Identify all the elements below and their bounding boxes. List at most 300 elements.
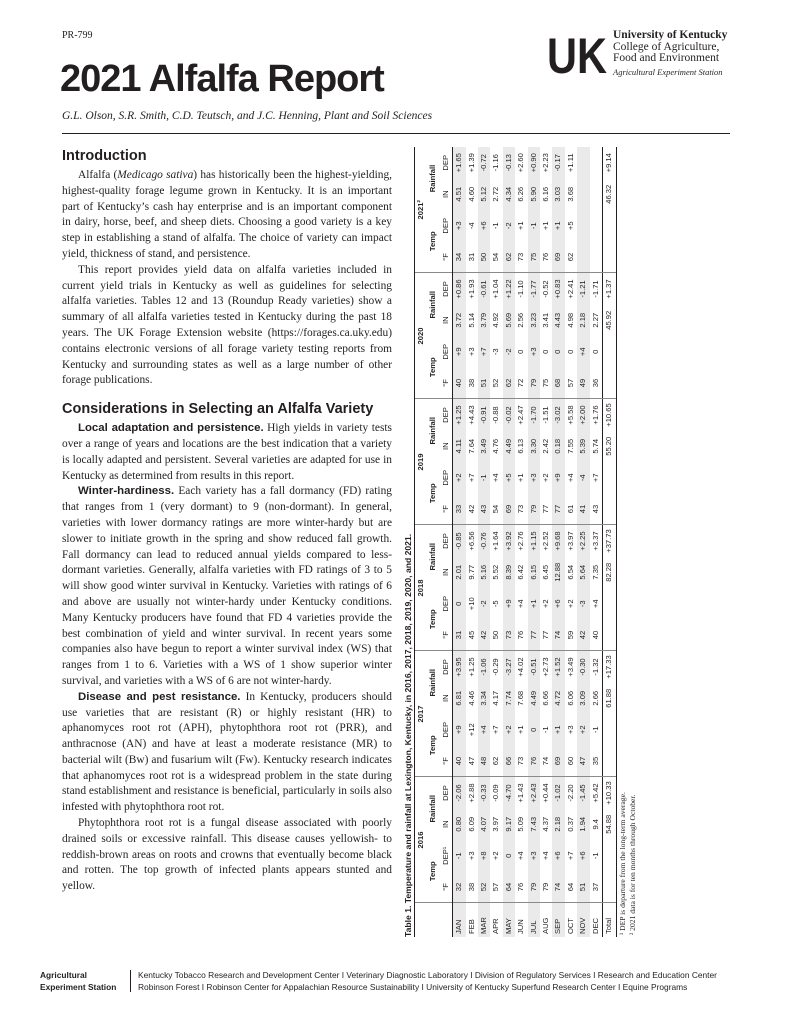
value-cell: -1 — [541, 726, 551, 734]
value-cell: 4.34 — [503, 179, 515, 211]
value-cell: -0.29 — [491, 658, 501, 676]
value-cell — [577, 147, 589, 179]
unit-header: °F — [440, 746, 453, 778]
value-cell: -1.10 — [516, 280, 526, 298]
table-row — [577, 147, 589, 937]
value-cell: 5.52 — [491, 564, 501, 580]
value-cell: 43 — [478, 494, 490, 526]
value-cell: 73 — [503, 620, 515, 652]
value-cell: -1 — [478, 462, 490, 494]
value-cell: 4.60 — [466, 186, 476, 202]
value-cell: +1.25 — [466, 657, 476, 677]
value-cell: 76 — [540, 242, 552, 274]
value-cell: 54 — [490, 242, 502, 274]
value-cell: 2.72 — [491, 186, 501, 202]
value-cell: 4.72 — [552, 683, 564, 715]
value-cell: 5.90 — [528, 179, 540, 211]
value-cell: +0.44 — [541, 783, 551, 803]
value-cell: 79 — [540, 872, 552, 904]
value-cell: 48 — [478, 746, 490, 778]
value-cell: 0 — [541, 349, 551, 354]
year-header: 2021² — [415, 147, 428, 273]
value-cell: 8.39 — [503, 557, 515, 589]
month-cell: FEB — [466, 919, 476, 934]
value-cell: +7 — [466, 473, 476, 483]
value-cell: -3 — [491, 348, 501, 356]
value-cell: 4.07 — [478, 809, 490, 841]
table-row — [540, 147, 552, 937]
value-cell: +5 — [503, 462, 515, 494]
value-cell: 75 — [528, 242, 540, 274]
value-cell: 3.72 — [453, 305, 466, 337]
value-cell: +1.93 — [466, 279, 476, 299]
value-cell: 50 — [478, 242, 490, 274]
value-cell — [603, 620, 616, 652]
value-cell: +1.52 — [552, 651, 564, 683]
value-cell: -0.61 — [478, 273, 490, 305]
value-cell: 6.45 — [541, 564, 551, 580]
value-cell: 1.94 — [577, 809, 589, 841]
unit-header: DEP — [440, 714, 453, 746]
value-cell: 4.49 — [503, 431, 515, 463]
value-cell: 31 — [453, 620, 466, 652]
value-cell: -2.06 — [453, 777, 466, 809]
value-cell: +1.25 — [453, 399, 466, 431]
value-cell: -2 — [478, 588, 490, 620]
value-cell: +3 — [528, 840, 540, 872]
value-cell: +0.90 — [528, 147, 540, 179]
value-cell: 0.37 — [565, 816, 575, 832]
footer-unit-name — [40, 969, 126, 993]
value-cell: +6 — [478, 210, 490, 242]
value-cell: +4.02 — [516, 657, 526, 677]
value-cell: +7 — [491, 725, 501, 735]
table-notes — [618, 147, 639, 937]
year-header: 2016 — [415, 777, 428, 903]
value-cell: +1 — [552, 714, 564, 746]
footer-unit-line-1: Agricultural — [40, 970, 87, 980]
value-cell: 59 — [565, 620, 577, 652]
value-cell: -3 — [577, 588, 589, 620]
value-cell: +3 — [528, 336, 540, 368]
unit-header: DEP — [440, 399, 453, 431]
value-cell: +3.37 — [590, 531, 600, 551]
unit-header: °F — [440, 620, 453, 652]
unit-header: IN — [440, 557, 453, 589]
value-cell: 35 — [590, 746, 603, 778]
month-cell: JUN — [516, 919, 526, 934]
intro-p1-rest: ) has historically been the highest-yielding, highest-quality forage legume grown in Kentucky. It is an important part of Kentucky’s cash hay enterprise and is an important component in dairy, horse, beef, and sheep diets. Choosing a good variety is a key step in establishing a stand of alfalfa. The choice of variety can impact yield, thickness of stand, and persistence. — [62, 169, 392, 260]
value-cell: 0 — [565, 349, 575, 354]
year-header: 2020 — [415, 273, 428, 399]
unit-header: DEP — [440, 336, 453, 368]
unit-header: °F — [440, 242, 453, 274]
value-cell: 51 — [478, 368, 490, 400]
value-cell: +3.95 — [453, 651, 466, 683]
value-cell: 33 — [453, 494, 466, 526]
value-cell: +9.68 — [552, 525, 564, 557]
value-cell: 45 — [466, 620, 478, 652]
value-cell: 52 — [490, 368, 502, 400]
footer-unit-line-2: Experiment Station — [40, 982, 117, 992]
value-cell: 2.42 — [541, 438, 551, 454]
value-cell — [603, 746, 616, 778]
phytophthora-paragraph: Phytophthora root rot is a fungal disease associated with poorly drained soils or excessive rainfall. This disease causes yellowish- to reddish-brown areas on roots and crowns that eventually become black and rotten. The top growth of infected plants appears stunted and yellow. — [62, 817, 392, 893]
value-cell: 9.17 — [503, 809, 515, 841]
value-cell: 79 — [528, 494, 540, 526]
value-cell — [603, 336, 616, 368]
value-cell: 51 — [577, 872, 589, 904]
weather-table-block — [402, 147, 639, 937]
value-cell: -1.32 — [590, 658, 600, 676]
value-cell — [590, 179, 603, 211]
month-cell: MAY — [503, 903, 515, 937]
value-cell — [603, 462, 616, 494]
disease-resistance-text: In Kentucky, producers should use varieties that are resistant (R) or highly resistant (HR) to aphanomyces root rot (APH), phytophthora root rot (PRR), and anthracnose (AN) and have at least a moderate resistance (MR) to bacterial wilt (Bw) and fusarium wilt (Fw). Kentucky research indicates that aphanomyces root rot is a widespread problem in the state during stand establishment and resistance is beneficial, particularly in soils also infested with phytophthora root rot. — [62, 690, 393, 814]
value-cell: 4.17 — [491, 690, 501, 706]
value-cell: -1 — [491, 222, 501, 230]
value-cell: -0.51 — [528, 651, 540, 683]
value-cell: 5.16 — [478, 557, 490, 589]
value-cell: +4 — [541, 851, 551, 861]
value-cell — [603, 494, 616, 526]
value-cell: 77 — [540, 494, 552, 526]
value-cell: +7 — [478, 336, 490, 368]
value-cell: +2.76 — [516, 531, 526, 551]
value-cell: 6.54 — [565, 564, 575, 580]
value-cell: -1.02 — [552, 777, 564, 809]
value-cell: 46.32 — [603, 179, 616, 211]
value-cell — [603, 242, 616, 274]
value-cell: +4 — [516, 599, 526, 609]
local-adaptation-text: High yields in variety tests over a range of years and locations are the best indication that a variety is locally adapted and persistent. Several varieties are adapted for use in Kentucky as determined from results in this report. — [62, 422, 392, 482]
value-cell: -5 — [491, 600, 501, 608]
value-cell: 2.66 — [590, 690, 600, 706]
value-cell: 9.77 — [466, 564, 476, 580]
month-cell: JUL — [528, 903, 540, 937]
table-row — [503, 147, 515, 937]
winter-hardiness-text: Each variety has a fall dormancy (FD) rating that ranges from 1 (very dormant) to 9 (non-dormant). In general, varieties with lower dormancy ratings are more winter-hardy but are slower to initiate growth in the spring and show reduced fall growth. Fall dormancy can lead to reduced annual yields compared to less-dormant varieties. Generally, alfalfa varieties with FD ratings of 3 to 5 will show good winter survival in Kentucky. Varieties with ratings of 6 and above are usually not winter-hardy under Kentucky conditions. Many Kentucky producers have found that FD 4 varieties provide the best combination of yield and winter survival. In recent years some companies also have begun to report a winter survival index (WS) that ranges from 1 to 6. Varieties with a WS of 1 show superior winter survival, and varieties with a WS of 6 are not winter-hardy. — [62, 485, 392, 687]
value-cell: +2.88 — [466, 783, 476, 803]
unit-header: °F — [440, 494, 453, 526]
value-cell: 6.09 — [466, 816, 476, 832]
value-cell: -1.45 — [577, 777, 589, 809]
footer-programs — [138, 969, 717, 993]
value-cell: -0.91 — [478, 399, 490, 431]
value-cell: +8 — [478, 840, 490, 872]
local-adaptation-paragraph — [62, 421, 392, 484]
unit-header: IN — [440, 305, 453, 337]
value-cell — [603, 210, 616, 242]
value-cell: -0.76 — [478, 525, 490, 557]
table-row — [552, 147, 564, 937]
unit-header: IN — [440, 809, 453, 841]
rainfall-group-header: Rainfall — [428, 795, 438, 823]
value-cell: 75 — [540, 368, 552, 400]
value-cell: 0 — [590, 349, 600, 354]
value-cell: +2.00 — [577, 399, 589, 431]
month-cell: JAN — [453, 903, 466, 937]
value-cell: 74 — [552, 620, 564, 652]
table-row — [515, 147, 527, 937]
value-cell — [577, 242, 589, 274]
value-cell: 3.09 — [577, 683, 589, 715]
value-cell: 7.43 — [528, 809, 540, 841]
value-cell: 64 — [503, 872, 515, 904]
value-cell: 4.11 — [453, 431, 466, 463]
value-cell: 74 — [540, 746, 552, 778]
unit-header: DEP — [440, 462, 453, 494]
value-cell: -0.52 — [541, 280, 551, 298]
value-cell — [603, 588, 616, 620]
value-cell: 52 — [478, 872, 490, 904]
intro-p1-start: Alfalfa ( — [78, 169, 118, 181]
value-cell: 3.34 — [478, 683, 490, 715]
value-cell: 54.88 — [603, 809, 616, 841]
value-cell: +9.14 — [603, 147, 616, 179]
value-cell: 62 — [503, 368, 515, 400]
value-cell: 42 — [466, 494, 478, 526]
intro-paragraph-2: This report provides yield data on alfalfa varieties included in current yield trials in Kentucky as well as guidelines for selecting alfalfa varieties. Tables 12 and 13 (Roundup Ready varieties) show a summary of all alfalfa varieties tested in Kentucky during the past 18 years. The UK Forage Extension website (https://forages.ca.uky.edu) contains electronic versions of all forage variety testing reports from Kentucky and surrounding states as well as a large number of other forage publications. — [62, 263, 392, 387]
value-cell: 4.92 — [491, 312, 501, 328]
value-cell: +3 — [453, 210, 466, 242]
value-cell: 69 — [552, 242, 564, 274]
value-cell: 54 — [490, 494, 502, 526]
value-cell: 2.01 — [453, 557, 466, 589]
temp-group-header: Temp — [427, 462, 439, 525]
table-unit-header-row — [440, 147, 453, 937]
month-cell: MAR — [478, 903, 490, 937]
value-cell: 7.55 — [565, 438, 575, 454]
value-cell: 64 — [565, 872, 577, 904]
college-name-line1: College of Agriculture, — [613, 40, 720, 53]
species-name: Medicago sativa — [117, 169, 194, 181]
value-cell: 47 — [466, 746, 478, 778]
value-cell: +0.86 — [453, 273, 466, 305]
value-cell: 62 — [490, 746, 502, 778]
value-cell: 73 — [515, 494, 527, 526]
value-cell: +1.39 — [466, 153, 476, 173]
value-cell: +1.43 — [516, 783, 526, 803]
value-cell: 7.35 — [590, 564, 600, 580]
header-rule — [62, 133, 730, 134]
considerations-heading: Considerations in Selecting an Alfalfa Variety — [62, 401, 374, 418]
value-cell: +4 — [590, 599, 600, 609]
value-cell: +1.37 — [603, 273, 616, 305]
value-cell: +2.47 — [516, 405, 526, 425]
unit-header: DEP — [440, 273, 453, 305]
value-cell: 3.79 — [478, 305, 490, 337]
value-cell: 62 — [503, 242, 515, 274]
rainfall-group-header: Rainfall — [428, 417, 438, 445]
value-cell: 60 — [565, 746, 577, 778]
value-cell: +2.43 — [528, 777, 540, 809]
value-cell: 5.39 — [577, 431, 589, 463]
value-cell: 6.81 — [453, 683, 466, 715]
value-cell: +7 — [590, 473, 600, 483]
value-cell: 32 — [453, 872, 466, 904]
value-cell: 62 — [565, 242, 577, 274]
value-cell: +2 — [565, 599, 575, 609]
value-cell: 6.42 — [516, 564, 526, 580]
unit-header: DEP — [440, 147, 453, 179]
value-cell: 9.4 — [590, 818, 600, 830]
value-cell: -1.16 — [491, 154, 501, 172]
value-cell: -0.33 — [478, 777, 490, 809]
value-cell: 72 — [515, 368, 527, 400]
value-cell: -1.70 — [528, 399, 540, 431]
value-cell: 79 — [528, 368, 540, 400]
value-cell: 42 — [577, 620, 589, 652]
temp-group-header: Temp — [427, 336, 439, 399]
value-cell: -1.51 — [541, 406, 551, 424]
unit-header: DEP — [440, 525, 453, 557]
value-cell: 61 — [565, 494, 577, 526]
value-cell — [603, 368, 616, 400]
value-cell: +10 — [466, 597, 476, 611]
table-row — [453, 147, 466, 937]
footer-programs-line-2: Robinson Forest I Robinson Center for Appalachian Resource Sustainability I University of Kentucky Superfund Research Center I Equine Programs — [138, 982, 688, 992]
value-cell: 68 — [552, 368, 564, 400]
value-cell: +1.76 — [590, 405, 600, 425]
value-cell: -2.20 — [565, 784, 575, 802]
value-cell: -0.13 — [503, 147, 515, 179]
value-cell: 0 — [516, 349, 526, 354]
value-cell: +1.11 — [565, 153, 575, 173]
value-cell: -0.72 — [478, 147, 490, 179]
unit-header: °F — [440, 872, 453, 904]
value-cell: +3.49 — [565, 657, 575, 677]
value-cell: +2.23 — [541, 153, 551, 173]
value-cell: -4 — [577, 462, 589, 494]
month-cell: OCT — [565, 917, 575, 934]
value-cell — [577, 179, 589, 211]
value-cell: 57 — [490, 872, 502, 904]
value-cell: +6 — [577, 840, 589, 872]
value-cell: 5.64 — [577, 557, 589, 589]
value-cell: -0.88 — [491, 406, 501, 424]
weather-table — [414, 147, 617, 937]
table-total-row — [603, 147, 616, 937]
value-cell: 3.41 — [541, 312, 551, 328]
value-cell: +3 — [466, 347, 476, 357]
value-cell: 45.92 — [603, 305, 616, 337]
value-cell — [603, 840, 616, 872]
value-cell: +0.83 — [552, 273, 564, 305]
value-cell: 3.49 — [478, 431, 490, 463]
table-year-header-row — [415, 147, 428, 937]
rainfall-group-header: Rainfall — [428, 543, 438, 571]
unit-header: DEP — [440, 651, 453, 683]
disease-resistance-run-in-head: Disease and pest resistance. — [78, 690, 241, 703]
footer-divider — [130, 970, 131, 992]
value-cell: 0 — [528, 714, 540, 746]
value-cell: +1.65 — [453, 147, 466, 179]
value-cell: +6 — [552, 840, 564, 872]
publication-number: PR-799 — [62, 30, 93, 41]
left-column — [62, 148, 392, 895]
value-cell: 6.15 — [528, 557, 540, 589]
unit-header: DEP¹ — [440, 840, 453, 872]
value-cell — [603, 714, 616, 746]
value-cell: +4 — [565, 473, 575, 483]
year-header: 2019 — [415, 399, 428, 525]
value-cell: +1.04 — [491, 279, 501, 299]
value-cell: 66 — [503, 746, 515, 778]
value-cell: 0 — [453, 588, 466, 620]
value-cell: 43 — [590, 494, 603, 526]
value-cell: +4.43 — [466, 405, 476, 425]
value-cell: 40 — [453, 746, 466, 778]
value-cell: 2.27 — [590, 312, 600, 328]
value-cell: 7.64 — [466, 438, 476, 454]
value-cell: 0 — [503, 840, 515, 872]
value-cell: 3.97 — [491, 816, 501, 832]
value-cell: +9 — [453, 336, 466, 368]
value-cell: -1 — [528, 210, 540, 242]
temp-group-header: Temp — [427, 210, 439, 273]
unit-header: DEP — [440, 777, 453, 809]
value-cell: +9 — [552, 462, 564, 494]
group-header-blank — [427, 903, 439, 937]
value-cell: +37.73 — [603, 525, 616, 557]
value-cell: +2 — [503, 714, 515, 746]
table-row — [490, 147, 502, 937]
value-cell: +5.42 — [590, 783, 600, 803]
uk-logo-icon — [546, 28, 608, 84]
value-cell: 4.98 — [565, 312, 575, 328]
value-cell: 82.28 — [603, 557, 616, 589]
value-cell: +1.15 — [528, 525, 540, 557]
value-cell: +2 — [577, 714, 589, 746]
value-cell: 0.80 — [453, 809, 466, 841]
value-cell: 6.16 — [541, 186, 551, 202]
footer-programs-line-1: Kentucky Tobacco Research and Development Center I Veterinary Diagnostic Laboratory I Division of Regulatory Services I Research and Education Center — [138, 970, 717, 980]
value-cell: +1 — [528, 588, 540, 620]
value-cell: -2 — [503, 336, 515, 368]
value-cell: -1.06 — [478, 651, 490, 683]
value-cell: 61.88 — [603, 683, 616, 715]
value-cell: 77 — [552, 494, 564, 526]
value-cell: +10.65 — [603, 399, 616, 431]
month-cell: AUG — [541, 917, 551, 934]
value-cell: -1.77 — [528, 273, 540, 305]
value-cell: 6.66 — [541, 690, 551, 706]
value-cell: 6.26 — [516, 186, 526, 202]
month-cell: SEP — [552, 903, 564, 937]
value-cell: 6.13 — [516, 438, 526, 454]
value-cell: +4 — [516, 851, 526, 861]
unit-header-blank — [440, 903, 453, 937]
value-cell: 7.68 — [516, 690, 526, 706]
month-cell: APR — [491, 918, 501, 934]
value-cell: 3.30 — [528, 431, 540, 463]
unit-header: °F — [440, 368, 453, 400]
value-cell: -1 — [590, 726, 600, 734]
value-cell: 2.18 — [577, 305, 589, 337]
value-cell: +2.41 — [565, 279, 575, 299]
institution-block — [613, 30, 727, 78]
value-cell: 55.20 — [603, 431, 616, 463]
value-cell: -0.85 — [453, 525, 466, 557]
value-cell: 0 — [552, 336, 564, 368]
value-cell: 4.49 — [528, 683, 540, 715]
value-cell: 49 — [577, 368, 589, 400]
value-cell: +3 — [466, 851, 476, 861]
value-cell: 69 — [552, 746, 564, 778]
value-cell: 40 — [453, 368, 466, 400]
value-cell: 74 — [552, 872, 564, 904]
